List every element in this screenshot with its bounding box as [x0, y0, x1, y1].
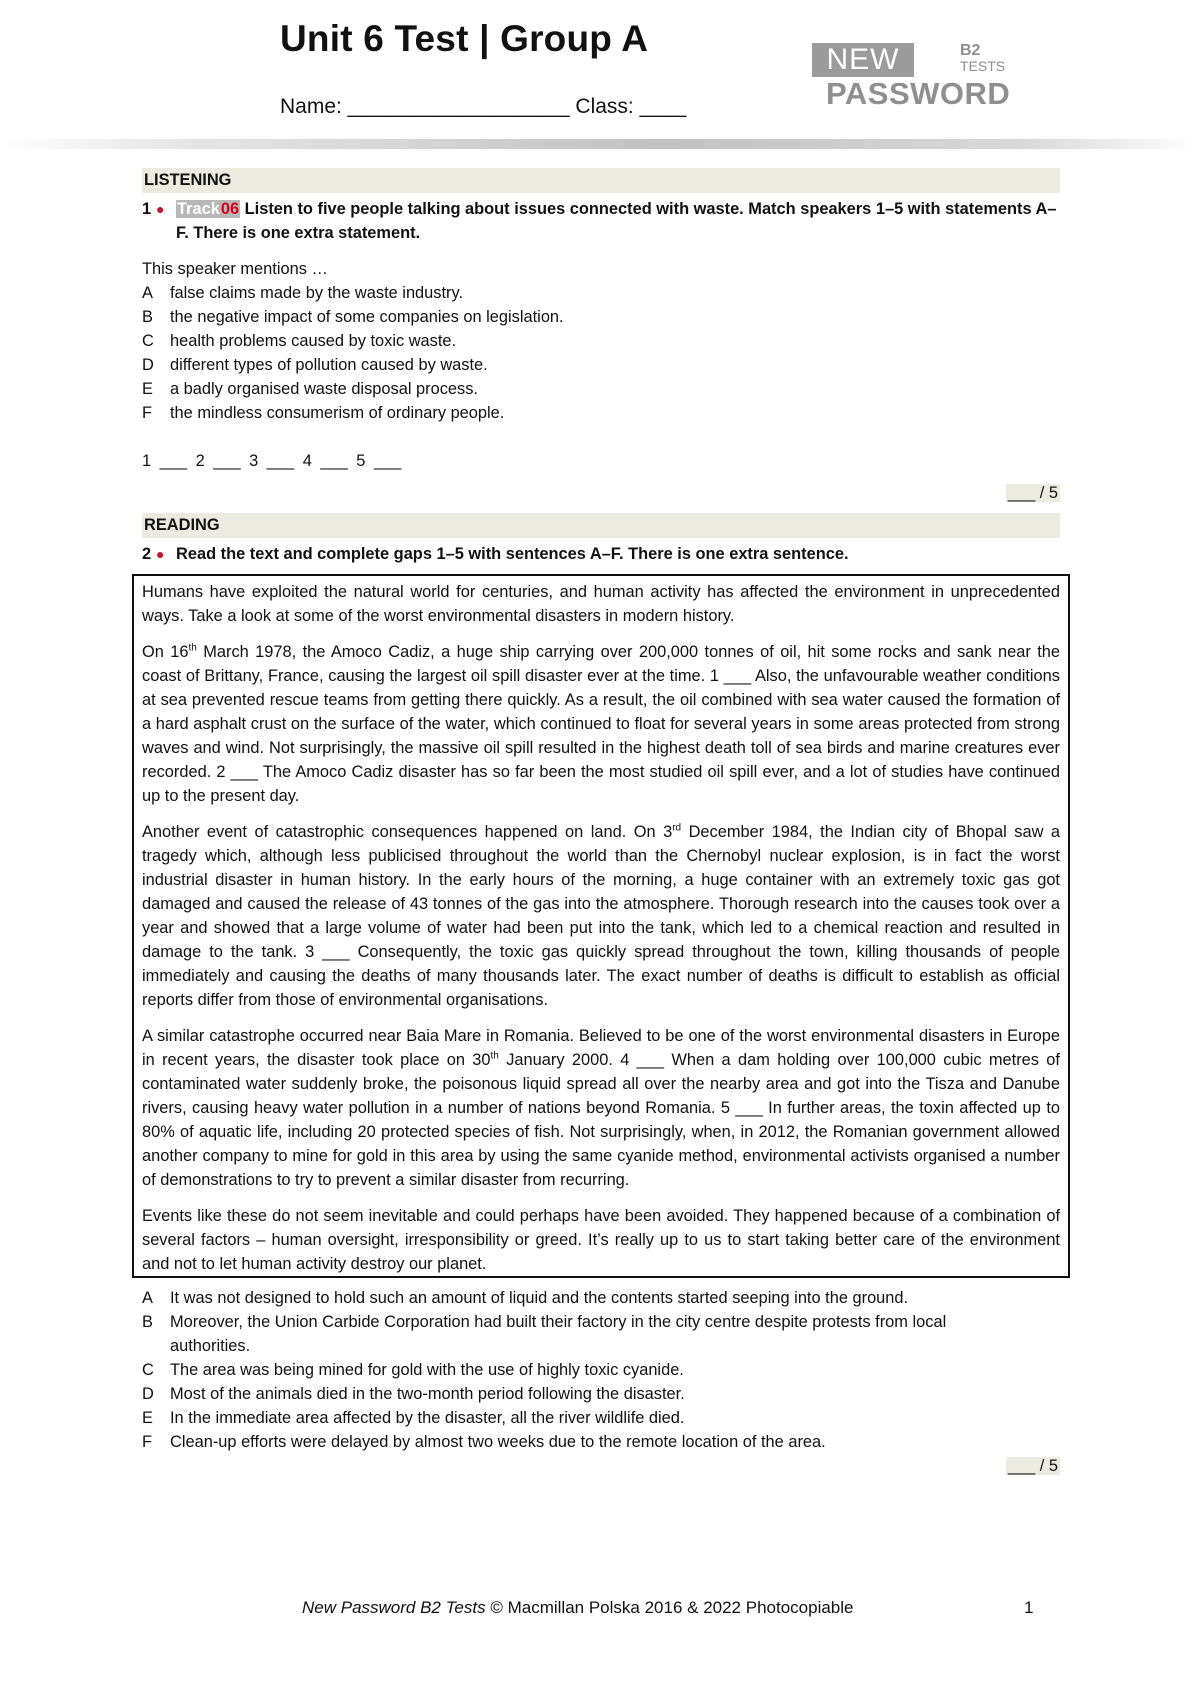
option-letter: D — [142, 1385, 154, 1403]
listening-intro: This speaker mentions … — [142, 260, 328, 278]
listening-score-value[interactable]: ___ / 5 — [1007, 484, 1058, 502]
option-letter: B — [142, 308, 153, 326]
listening-instruction — [176, 197, 1060, 245]
list-item — [142, 377, 1060, 401]
option-text: the mindless consumerism of ordinary people. — [170, 404, 505, 422]
list-item — [142, 1382, 1060, 1406]
option-text: a badly organised waste disposal process. — [170, 380, 478, 398]
name-class-line: Name: ___________________ Class: ____ — [280, 95, 687, 118]
logo-b2-text: B2 — [960, 42, 981, 59]
list-item — [142, 281, 1060, 305]
track-label[interactable]: Track — [177, 200, 220, 218]
list-item — [142, 329, 1060, 353]
logo-password-text: PASSWORD — [826, 76, 1011, 111]
new-password-logo — [812, 40, 1012, 110]
option-letter: A — [142, 1289, 153, 1307]
footer-copyright-text: © Macmillan Polska 2016 & 2022 Photocopiable — [485, 1598, 854, 1617]
list-item — [142, 401, 1060, 425]
list-item — [142, 1310, 1060, 1358]
track-number[interactable]: 06 — [220, 200, 240, 218]
page-number: 1 — [1024, 1598, 1034, 1617]
listening-options — [142, 281, 1060, 425]
reading-score — [142, 1454, 1060, 1478]
reading-paragraph: Events like these do not seem inevitable and could perhaps have been avoided. They happened because of a combination of several factors – human oversight, irresponsibility or greed. It’s really up to us to start taking better care of the environment and not to let human activity destroy our planet. — [142, 1207, 1060, 1273]
option-text: false claims made by the waste industry. — [170, 284, 464, 302]
reading-paragraph: A similar catastrophe occurred near Baia Mare in Romania. Believed to be one of the worst environmental disasters in Europe in recent years, the disaster took place on 30th January 2000. 4 ___ When a dam holding over 100,000 cubic metres of contaminated water suddenly broke, the poisonous liquid spread all over the nearby area and got into the Tisza and Danube rivers, causing heavy water pollution in a number of nations beyond Romania. 5 ___ In further areas, the toxin affected up to 80% of aquatic life, including 20 protected species of fish. Not surprisingly, when, in 2012, the Romanian government allowed another company to mine for gold in this area by using the same cyanide method, environmental activists organised a number of demonstrations to try to prevent a similar disaster from recurring. — [142, 1027, 1060, 1189]
option-text: Moreover, the Union Carbide Corporation had built their factory in the city centre despite protests from local authorities. — [170, 1313, 947, 1355]
list-item — [142, 1358, 1060, 1382]
page-title: Unit 6 Test | Group A — [280, 18, 649, 59]
logo-tests-text: TESTS — [960, 58, 1006, 74]
option-letter: D — [142, 356, 154, 374]
page-header — [0, 0, 1200, 150]
list-item — [142, 1406, 1060, 1430]
list-item — [142, 1430, 1060, 1454]
option-text: Clean-up efforts were delayed by almost two weeks due to the remote location of the area. — [170, 1433, 826, 1451]
header-divider — [0, 139, 1200, 149]
option-letter: C — [142, 1361, 154, 1379]
listening-task-number: 1 — [142, 200, 152, 218]
reading-score-value[interactable]: ___ / 5 — [1007, 1457, 1058, 1475]
listening-answer-blanks[interactable]: 1 ___ 2 ___ 3 ___ 4 ___ 5 ___ — [142, 452, 402, 470]
book-icon: ● — [156, 546, 165, 562]
option-letter: F — [142, 404, 153, 422]
reading-heading: READING — [142, 513, 1060, 538]
listening-instruction-text: Listen to five people talking about issues connected with waste. Match speakers 1–5 with statements A–F. There is one extra statement. — [176, 200, 1057, 242]
reading-paragraph: Another event of catastrophic consequences happened on land. On 3rd December 1984, the Indian city of Bhopal saw a tragedy which, although less publicised throughout the world than the Chernobyl nuclear explosion, is in fact the worst industrial disaster in human history. In the early hours of the morning, a huge container with an extremely toxic gas got damaged and caused the release of 43 tonnes of the gas into the atmosphere. Thorough research into the causes took over a year and showed that a large volume of water had been put into the tank, which led to a chemical reaction and resulted in damage to the tank. 3 ___ Consequently, the toxic gas quickly spread throughout the town, killing thousands of people immediately and causing the deaths of many thousands later. The exact number of deaths is difficult to establish as official reports differ from those of environmental organisations. — [142, 822, 1060, 1009]
option-text: different types of pollution caused by waste. — [170, 356, 488, 374]
option-letter: E — [142, 1409, 153, 1427]
list-item — [142, 353, 1060, 377]
reading-text-box — [132, 574, 1070, 1278]
option-text: Most of the animals died in the two-month period following the disaster. — [170, 1385, 685, 1403]
reading-instruction: Read the text and complete gaps 1–5 with sentences A–F. There is one extra sentence. — [176, 545, 849, 563]
option-letter: C — [142, 332, 154, 350]
footer-book-title: New Password B2 Tests — [302, 1598, 486, 1617]
option-letter: B — [142, 1313, 153, 1331]
listening-task — [142, 197, 1060, 245]
option-text: The area was being mined for gold with the use of highly toxic cyanide. — [170, 1361, 684, 1379]
listening-score — [142, 481, 1060, 505]
list-item — [142, 305, 1060, 329]
logo-new-text: NEW — [812, 43, 914, 77]
headphones-icon: ● — [156, 201, 165, 217]
option-text: health problems caused by toxic waste. — [170, 332, 457, 350]
option-text: In the immediate area affected by the disaster, all the river wildlife died. — [170, 1409, 685, 1427]
option-letter: F — [142, 1433, 153, 1451]
footer-copyright — [302, 1598, 853, 1618]
option-text: It was not designed to hold such an amount of liquid and the contents started seeping into the ground. — [170, 1289, 909, 1307]
reading-paragraph: On 16th March 1978, the Amoco Cadiz, a huge ship carrying over 200,000 tonnes of oil, hit some rocks and sank near the coast of Brittany, France, causing the largest oil spill disaster ever at the time. 1 ___ Also, the unfavourable weather conditions at sea prevented rescue teams from getting there quickly. As a result, the oil combined with sea water caused the formation of a hard asphalt crust on the surface of the water, which continued to float for several years in some areas protected from strong waves and wind. Not surprisingly, the massive oil spill resulted in the highest death toll of sea birds and marine creatures ever recorded. 2 ___ The Amoco Cadiz disaster has so far been the most studied oil spill ever, and a lot of studies have continued up to the present day. — [142, 642, 1061, 805]
reading-paragraph: Humans have exploited the natural world for centuries, and human activity has affected the environment in unprecedented ways. Take a look at some of the worst environmental disasters in modern history. — [142, 583, 1060, 625]
test-content — [142, 168, 1060, 1478]
listening-heading: LISTENING — [142, 168, 1060, 193]
reading-task-number: 2 — [142, 545, 152, 563]
list-item — [142, 1286, 1060, 1310]
reading-task — [142, 542, 1060, 566]
option-text: the negative impact of some companies on legislation. — [170, 308, 564, 326]
option-letter: E — [142, 380, 153, 398]
option-letter: A — [142, 284, 153, 302]
reading-options — [142, 1286, 1060, 1454]
